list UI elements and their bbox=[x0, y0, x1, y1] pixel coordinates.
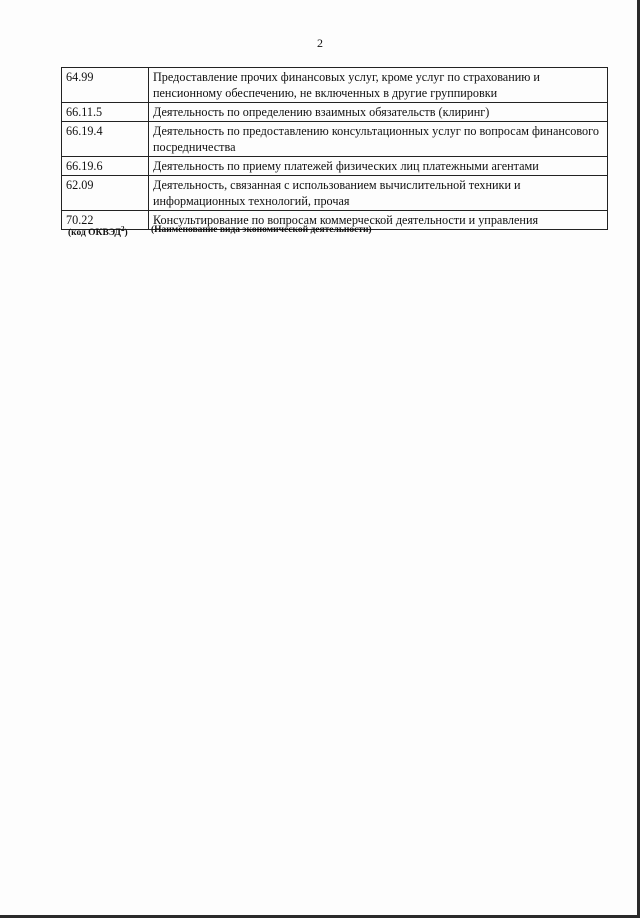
okved-code: 66.19.6 bbox=[62, 157, 149, 176]
page-number: 2 bbox=[317, 36, 323, 50]
table-row bbox=[62, 157, 608, 176]
activity-name: Консультирование по вопросам коммерческой деятельности и управления bbox=[149, 211, 608, 230]
table-row bbox=[62, 176, 608, 211]
activity-name: Деятельность по предоставлению консультационных услуг по вопросам финансового посредничества bbox=[149, 122, 608, 157]
code-caption bbox=[68, 225, 128, 238]
activity-name: Предоставление прочих финансовых услуг, кроме услуг по страхованию и пенсионному обеспечению, не включенных в другие группировки bbox=[149, 68, 608, 103]
okved-table bbox=[61, 67, 608, 230]
footnote-marker: 2 bbox=[120, 225, 125, 233]
name-caption: (Наименование вида экономической деятельности) bbox=[151, 225, 372, 235]
table-row bbox=[62, 103, 608, 122]
activity-name: Деятельность по приему платежей физических лиц платежными агентами bbox=[149, 157, 608, 176]
okved-code: 62.09 bbox=[62, 176, 149, 211]
code-caption-close: ) bbox=[124, 228, 128, 239]
table-row bbox=[62, 68, 608, 103]
okved-code: 64.99 bbox=[62, 68, 149, 103]
table-row bbox=[62, 122, 608, 157]
activity-name: Деятельность, связанная с использованием вычислительной техники и информационных технологий, прочая bbox=[149, 176, 608, 211]
okved-code: 66.19.4 bbox=[62, 122, 149, 157]
code-caption-text: (код ОКВЭД bbox=[68, 228, 121, 239]
okved-code: 70.22 bbox=[62, 211, 149, 230]
okved-code: 66.11.5 bbox=[62, 103, 149, 122]
activity-name: Деятельность по определению взаимных обязательств (клиринг) bbox=[149, 103, 608, 122]
